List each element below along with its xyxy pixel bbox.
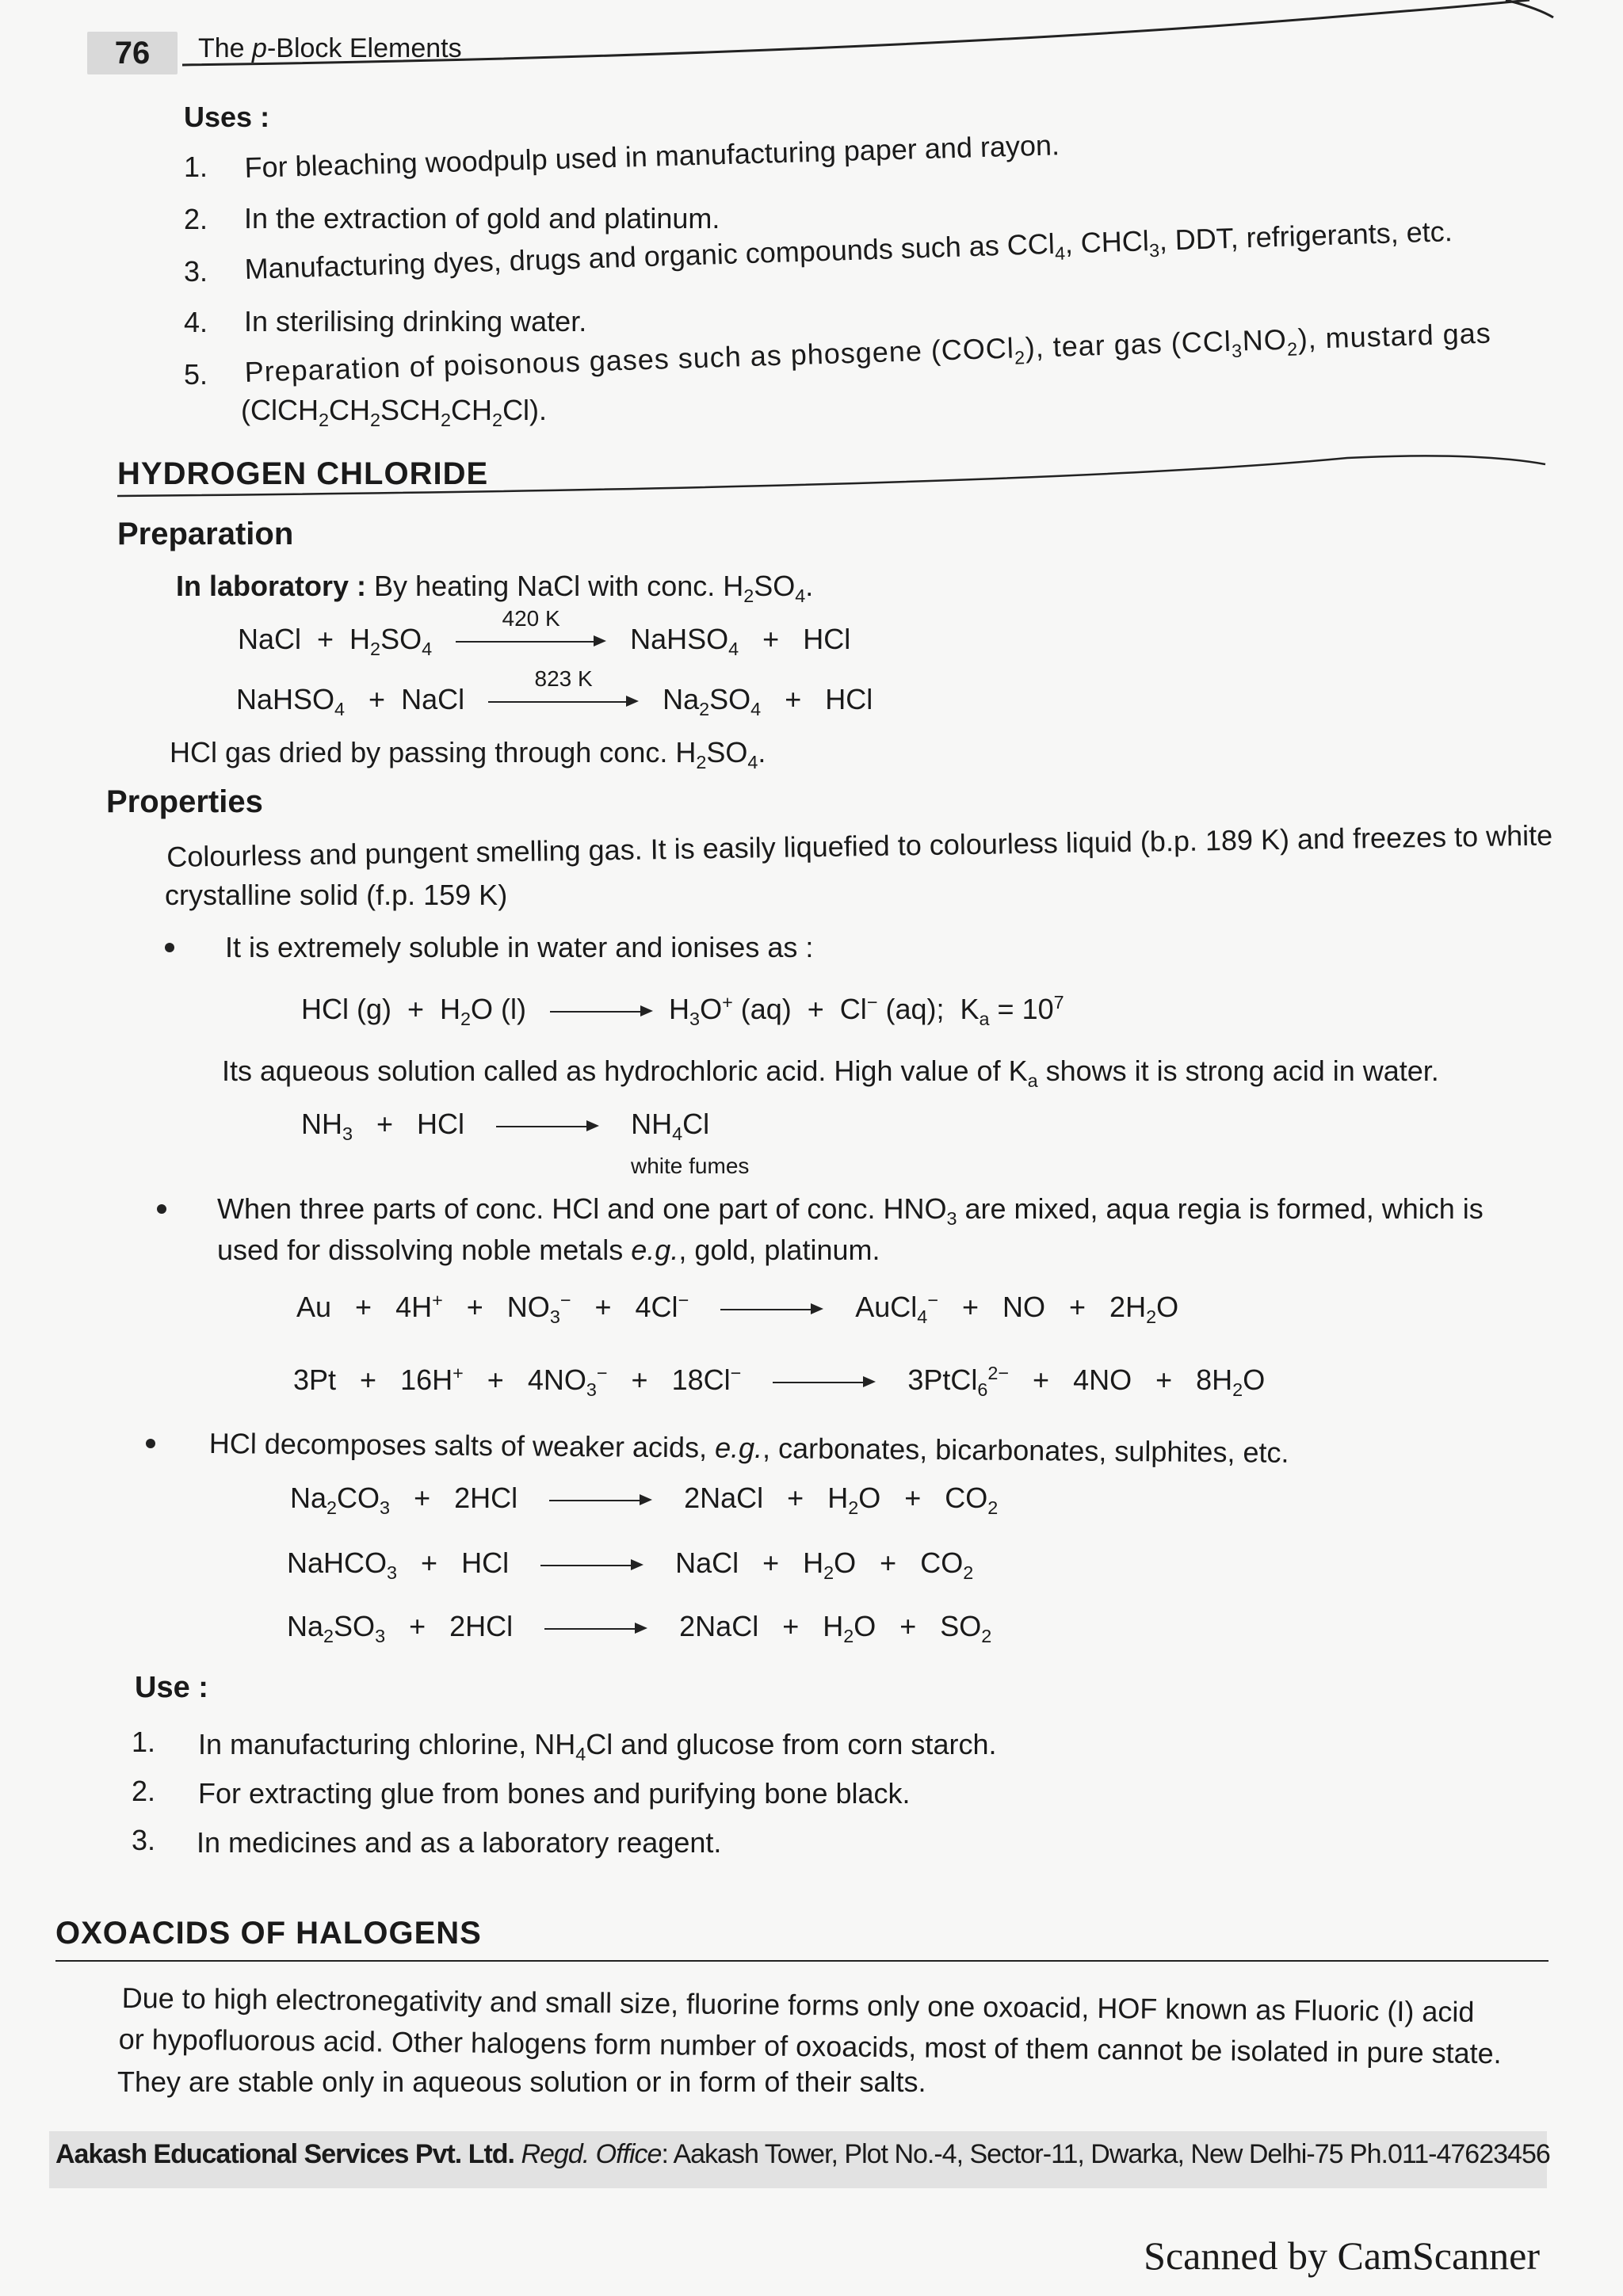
equation: $Na_2SO_3 + 2HCl$ 2NaCl + $H_2O + SO_2$ <box>287 1610 992 1647</box>
footer: Aakash Educational Services Pvt. Ltd. Regd. Office: Aakash Tower, Plot No.-4, Sector-11, Dwarka, New Delhi-75 Ph.011-47623456 <box>55 2139 1550 2169</box>
equation: $3Pt + 16H^+ + 4NO_3^- + 18Cl^-$ 3PtCl$_6^{2-}$ + $4NO + 8H_2O$ <box>293 1363 1266 1401</box>
bullet-icon <box>146 1439 155 1448</box>
reaction-arrow <box>720 1301 823 1317</box>
section-rule <box>0 444 1623 507</box>
list-item-number: 1. <box>132 1726 156 1758</box>
list-item: In the extraction of gold and platinum. <box>244 202 720 235</box>
subsection-heading: Properties <box>106 784 263 819</box>
list-item: In sterilising drinking water. <box>244 305 587 338</box>
list-item: In medicines and as a laboratory reagent. <box>197 1826 722 1859</box>
list-item: For extracting glue from bones and purifying bone black. <box>198 1777 911 1810</box>
list-item-number: 2. <box>132 1775 156 1807</box>
bullet-text: used for dissolving noble metals e.g., gold, platinum. <box>217 1234 880 1266</box>
dry-note: HCl gas dried by passing through conc. $H_2SO_4$. <box>170 736 766 773</box>
bullet-icon <box>157 1204 166 1214</box>
list-item-continuation: $(ClCH_2CH_2SCH_2CH_2Cl)$. <box>241 394 548 431</box>
list-item-number: 4. <box>184 306 208 338</box>
paragraph-line: crystalline solid (f.p. 159 K) <box>165 879 508 911</box>
equation: $NH_3$ + HCl $NH_4Cl$ <box>301 1108 710 1145</box>
product-note: white fumes <box>631 1154 750 1178</box>
section-title: HYDROGEN CHLORIDE <box>117 456 489 491</box>
list-item-number: 5. <box>184 358 208 391</box>
header-rule <box>0 0 1623 95</box>
reaction-arrow: 823 K <box>488 693 639 709</box>
equation: $Au + 4H^+ + NO_3^- + 4Cl^-$ AuCl$_4$− + NO + $2H_2O$ <box>296 1290 1179 1328</box>
use-heading: Use : <box>135 1671 208 1704</box>
list-item-number: 3. <box>132 1824 156 1856</box>
reaction-arrow <box>496 1118 599 1134</box>
paragraph-line: They are stable only in aqueous solution or in form of their salts. <box>117 2065 926 2098</box>
reaction-arrow: 420 K <box>456 633 606 649</box>
page-number: 76 <box>87 32 178 74</box>
reaction-arrow <box>550 1003 653 1019</box>
paragraph-line: or hypofluorous acid. Other halogens form number of oxoacids, most of them cannot be isolated in pure state. <box>118 2023 1502 2070</box>
equation: NaHCO$_3$ + HCl NaCl + $H_2O + CO_2$ <box>287 1547 974 1584</box>
list-item: In manufacturing chlorine, $NH_4Cl$ and glucose from corn starch. <box>198 1728 997 1765</box>
list-item-number: 1. <box>184 151 208 183</box>
reaction-arrow <box>544 1620 647 1636</box>
paragraph-line: Colourless and pungent smelling gas. It is easily liquefied to colourless liquid (b.p. 189 K) and freezes to white <box>166 818 1553 873</box>
section-rule <box>55 1960 1549 1962</box>
uses-heading: Uses : <box>184 101 270 133</box>
book-title: The p-Block Elements <box>198 33 462 63</box>
list-item-number: 3. <box>184 255 208 288</box>
reaction-arrow <box>549 1492 652 1508</box>
equation: NaCl + $H_2SO_4$ 420 K NaHSO$_4$ + HCl <box>238 606 851 660</box>
equation: $Na_2CO_3 + 2HCl$ 2NaCl + $H_2O + CO_2$ <box>290 1482 999 1519</box>
list-item: Manufacturing dyes, drugs and organic compounds such as CCl$_4$, CHCl$_3$, DDT, refrigerants, etc. <box>244 215 1453 285</box>
reaction-arrow <box>540 1557 643 1573</box>
lab-note: In laboratory : By heating NaCl with conc. $H_2SO_4$. <box>176 570 814 607</box>
section-title: OXOACIDS OF HALOGENS <box>55 1916 482 1951</box>
equation: NaHSO$_4$ + NaCl 823 K $Na_2SO_4$ + HCl <box>236 666 873 720</box>
list-item: Preparation of poisonous gases such as phosgene (COCl$_2$), tear gas $(CCl_3NO_2)$, mustard gas <box>244 316 1492 388</box>
bullet-icon <box>165 943 174 952</box>
list-item-number: 2. <box>184 203 208 235</box>
equation: HCl $(g) + H_2O$ (l) $H_3O^+$ (aq) + Cl− (aq); $K_a = 10^7$ <box>301 992 1064 1030</box>
subsection-heading: Preparation <box>117 517 294 551</box>
bullet-text: When three parts of conc. HCl and one part of conc. $HNO_3$ are mixed, aqua regia is formed, which is <box>217 1192 1484 1230</box>
watermark: Scanned by CamScanner <box>1144 2233 1540 2278</box>
paragraph-line: Its aqueous solution called as hydrochloric acid. High value of $K_a$ shows it is strong acid in water. <box>222 1055 1439 1092</box>
bullet-text: HCl decomposes salts of weaker acids, e.g., carbonates, bicarbonates, sulphites, etc. <box>208 1427 1289 1469</box>
paragraph-line: Due to high electronegativity and small size, fluorine forms only one oxoacid, HOF known as Fluoric (I) acid <box>121 1981 1475 2028</box>
bullet-text: It is extremely soluble in water and ionises as : <box>225 931 814 963</box>
reaction-arrow <box>773 1374 876 1390</box>
list-item: For bleaching woodpulp used in manufacturing paper and rayon. <box>244 128 1060 184</box>
